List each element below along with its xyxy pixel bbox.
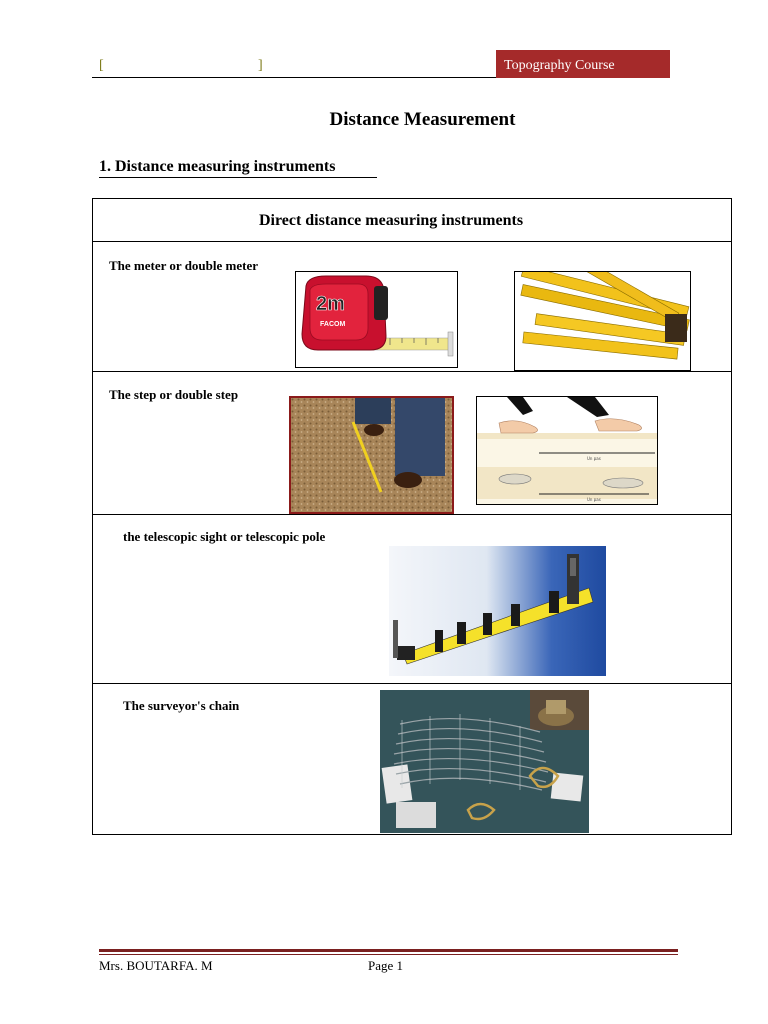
header-bracket-left: [ <box>99 58 104 73</box>
section-heading: 1. Distance measuring instruments <box>99 157 377 178</box>
step-caption-1: Un pas <box>587 456 601 461</box>
tape-measure-image <box>295 271 458 368</box>
row-label-telescopic-pole: the telescopic sight or telescopic pole <box>123 529 326 544</box>
row-divider <box>93 683 731 684</box>
tape-brand-label: FACOM <box>320 321 346 328</box>
footer-rule-thick <box>99 949 678 952</box>
tape-size-label: 2m <box>316 293 345 315</box>
table-title: Direct distance measuring instruments <box>258 212 524 229</box>
row-label-step: The step or double step <box>109 387 239 402</box>
footer-rule-thin <box>99 954 678 955</box>
row-divider <box>93 371 731 372</box>
telescopic-pole-image <box>389 546 606 676</box>
row-label-meter: The meter or double meter <box>109 258 258 273</box>
surveyor-chain-image <box>380 690 589 833</box>
folding-rule-image <box>514 271 691 371</box>
step-photo-image <box>289 396 454 514</box>
row-divider <box>93 514 731 515</box>
header-bracket-right: ] <box>258 58 263 73</box>
row-label-chain: The surveyor's chain <box>123 698 240 713</box>
course-badge: Topography Course <box>496 50 670 78</box>
step-caption-2: Un pas <box>587 497 601 502</box>
page-title: Distance Measurement <box>329 109 516 130</box>
step-diagram-image <box>476 396 658 505</box>
footer-page-number: Page 1 <box>368 958 404 973</box>
row-divider <box>93 241 731 242</box>
footer-author: Mrs. BOUTARFA. M <box>99 958 213 973</box>
header-rule <box>92 77 496 78</box>
instruments-table <box>92 198 732 835</box>
